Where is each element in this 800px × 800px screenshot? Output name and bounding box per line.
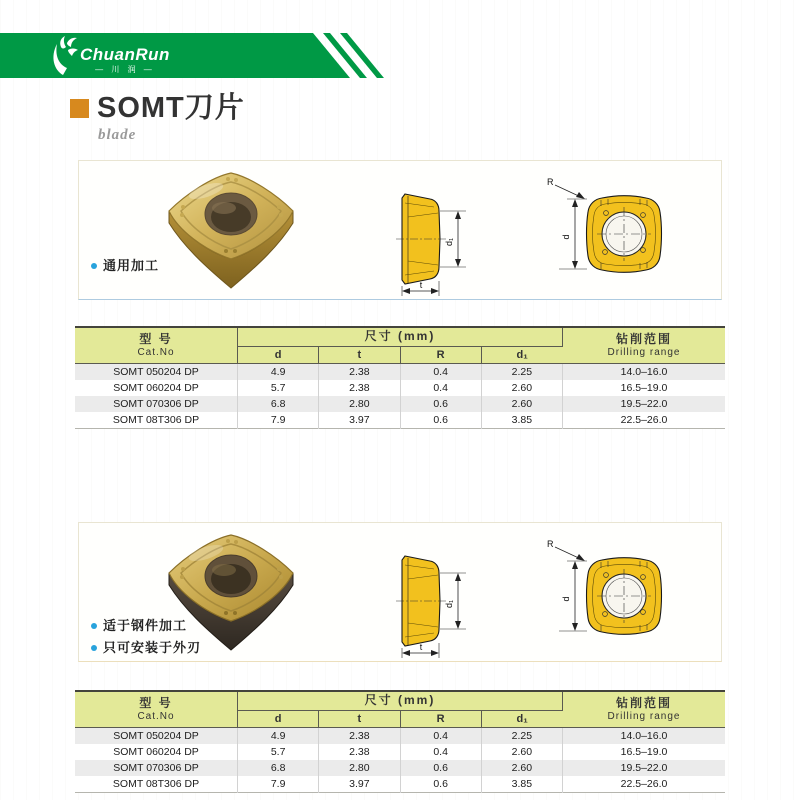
col-header-d1: d₁ [481,710,562,727]
cell-d: 7.9 [238,776,319,793]
page-title: SOMT刀片 [97,92,245,124]
product-section-2 [78,522,722,662]
cell-R: 0.6 [400,760,481,776]
top-view-drawing [531,533,681,658]
dim-label-d1: d₁ [444,599,454,609]
col-header-size: 尺寸 (mm) [238,327,563,346]
cell-R: 0.4 [400,380,481,396]
cell-cat: SOMT 060204 DP [75,744,238,760]
cell-d: 6.8 [238,396,319,412]
cell-R: 0.4 [400,744,481,760]
col-header-model: 型 号 Cat.No [75,691,238,727]
dim-label-d: d [561,596,571,602]
cell-range: 14.0–16.0 [620,365,668,378]
dim-label-r: R [547,539,554,549]
dim-label-t: t [419,280,423,290]
cell-R: 0.6 [400,412,481,429]
cell-d1: 3.85 [481,776,562,793]
bullet-icon [91,645,97,651]
bullet-icon [91,263,97,269]
col-header-d: d [238,346,319,363]
cell-range: 19.5–22.0 [620,761,668,774]
cell-t: 3.97 [319,412,400,429]
spec-table-1 [75,326,725,429]
dim-label-d1: d₁ [444,237,454,247]
insert-photo-two-tone [164,529,299,657]
dim-label-r: R [547,177,554,187]
title-bullet-square [70,99,89,118]
table-row [75,776,725,793]
cell-R: 0.4 [400,363,481,380]
col-header-t: t [319,710,400,727]
cell-d1: 2.60 [481,744,562,760]
table-row [75,396,725,412]
feature-item [91,259,159,272]
col-header-d: d [238,710,319,727]
cell-cat: SOMT 070306 DP [75,396,238,412]
cell-d1: 2.25 [481,363,562,380]
cell-R: 0.4 [400,727,481,744]
dim-label-t: t [419,642,423,652]
col-header-R: R [400,346,481,363]
cell-d1: 2.60 [481,380,562,396]
cell-d1: 3.85 [481,412,562,429]
cell-t: 2.38 [319,363,400,380]
table-row [75,744,725,760]
cell-R: 0.6 [400,396,481,412]
cell-t: 2.38 [319,727,400,744]
cell-cat: SOMT 08T306 DP [75,412,238,429]
top-view-drawing [531,171,681,296]
cell-t: 2.80 [319,760,400,776]
cell-R: 0.6 [400,776,481,793]
cell-t: 2.80 [319,396,400,412]
col-header-d1: d₁ [481,346,562,363]
col-header-size: 尺寸 (mm) [238,691,563,710]
cell-t: 2.38 [319,744,400,760]
splash-icon [50,36,78,76]
cell-d1: 2.25 [481,727,562,744]
feature-label: 适于钢件加工 [103,618,188,633]
side-view-drawing [394,545,499,660]
cell-range: 14.0–16.0 [620,729,668,742]
cell-d1: 2.60 [481,760,562,776]
table-row [75,363,725,380]
cell-d: 4.9 [238,727,319,744]
dim-label-d: d [561,234,571,240]
cell-range: 16.5–19.0 [620,381,668,394]
feature-label: 只可安装于外刃 [103,640,202,655]
cell-d: 5.7 [238,744,319,760]
col-header-range: 钻削范围 Drilling range [563,327,726,363]
cell-d: 6.8 [238,760,319,776]
cell-cat: SOMT 070306 DP [75,760,238,776]
col-header-range: 钻削范围 Drilling range [563,691,726,727]
cell-range: 19.5–22.0 [620,397,668,410]
feature-item [91,641,201,654]
table-row [75,760,725,776]
cell-t: 3.97 [319,776,400,793]
spec-table-2 [75,690,725,793]
cell-range: 22.5–26.0 [620,777,668,790]
page-subtitle: blade [98,127,137,143]
col-header-model: 型 号 Cat.No [75,327,238,363]
table-row [75,380,725,396]
side-view-drawing [394,183,499,298]
cell-range: 22.5–26.0 [620,413,668,426]
cell-t: 2.38 [319,380,400,396]
cell-cat: SOMT 050204 DP [75,727,238,744]
brand-name-zh: — 川 润 — [95,65,155,74]
cell-d: 5.7 [238,380,319,396]
cell-d1: 2.60 [481,396,562,412]
feature-item [91,619,187,632]
cell-range: 16.5–19.0 [620,745,668,758]
feature-label: 通用加工 [103,258,160,273]
brand-logo [50,36,170,76]
cell-cat: SOMT 08T306 DP [75,776,238,793]
bullet-icon [91,623,97,629]
col-header-R: R [400,710,481,727]
brand-name: ChuanRun [80,45,170,64]
cell-cat: SOMT 060204 DP [75,380,238,396]
product-section-1 [78,160,722,300]
cell-d: 7.9 [238,412,319,429]
cell-cat: SOMT 050204 DP [75,363,238,380]
insert-photo-gold [164,167,299,295]
table-row [75,727,725,744]
cell-d: 4.9 [238,363,319,380]
table-row [75,412,725,429]
col-header-t: t [319,346,400,363]
